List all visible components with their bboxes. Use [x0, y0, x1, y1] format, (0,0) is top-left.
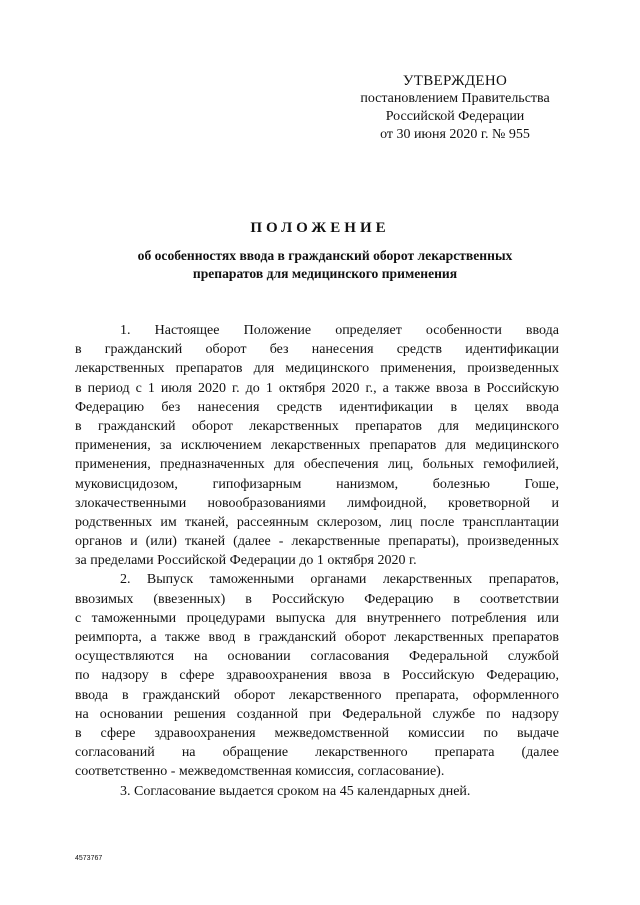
- paragraph-line: за пределами Российской Федерации до 1 октября 2020 г.: [75, 553, 417, 569]
- paragraph-line: на основании решения созданной при Федеральной службе по надзору: [75, 706, 559, 722]
- paragraph-line: по надзору в сфере здравоохранения ввоза в Российскую Федерацию,: [75, 668, 559, 684]
- approval-line-1: постановлением Правительства: [360, 91, 550, 106]
- document-title: ПОЛОЖЕНИЕ: [250, 220, 390, 236]
- paragraph-line: 1. Настоящее Положение определяет особенности ввода: [120, 323, 559, 338]
- document-subtitle: [60, 247, 590, 283]
- paragraph-line: применения, за исключением лекарственных препаратов для медицинского: [75, 438, 559, 454]
- paragraph-line: реимпорта, а также ввод в гражданский оборот лекарственных препаратов: [75, 630, 559, 645]
- paragraph-line: родственных им тканей, рассеянным склерозом, лиц после трансплантации: [75, 514, 559, 530]
- paragraph-line: муковисцидозом, гипофизарным нанизмом, болезнью Гоше,: [75, 476, 559, 492]
- paragraph-line: в гражданский оборот лекарственных препаратов для медицинского: [75, 418, 559, 434]
- paragraph-line: соответственно - межведомственная комиссия, согласование).: [75, 764, 445, 780]
- paragraph-line: злокачественными новообразованиями лимфоидной, кроветворной и: [75, 495, 559, 511]
- paragraph-2: [75, 570, 559, 781]
- approval-line-2: Российской Федерации: [385, 109, 525, 124]
- approval-line-3: от 30 июня 2020 г. № 955: [380, 127, 530, 142]
- paragraph-line: 2. Выпуск таможенными органами лекарственных препаратов,: [120, 572, 559, 588]
- paragraph-line: применения, предназначенных для обеспечения лиц, больных гемофилией,: [75, 457, 559, 473]
- paragraph-line: Федерацию без нанесения средств идентификации в целях ввода: [75, 399, 559, 415]
- approval-word: УТВЕРЖДЕНО: [402, 73, 508, 89]
- subtitle-line-1: об особенностях ввода в гражданский оборот лекарственных: [137, 248, 513, 263]
- paragraph-line: в сфере здравоохранения межведомственной комиссии по выдаче: [75, 725, 559, 741]
- subtitle-line-2: препаратов для медицинского применения: [192, 266, 458, 281]
- document-body: [75, 321, 559, 801]
- paragraph-line: ввода в гражданский оборот лекарственного препарата, оформленного: [75, 687, 559, 703]
- paragraph-line: лекарственных препаратов для медицинского применения, произведенных: [75, 361, 559, 377]
- paragraph-line: 3. Согласование выдается сроком на 45 календарных дней.: [120, 783, 471, 799]
- paragraph-line: согласований на обращение лекарственного препарата (далее: [75, 745, 559, 761]
- document-number: 4573767: [75, 855, 103, 862]
- paragraph-line: в гражданский оборот без нанесения средств идентификации: [75, 342, 559, 358]
- paragraph-1: [75, 321, 559, 570]
- paragraph-line: в период с 1 июля 2020 г. до 1 октября 2020 г., а также ввоза в Российскую: [75, 380, 559, 396]
- paragraph-line: осуществляются на основании согласования Федеральной службой: [75, 649, 559, 665]
- approval-block: [330, 72, 580, 144]
- paragraph-line: органов и (или) тканей (далее - лекарственные препараты), произведенных: [75, 534, 559, 550]
- paragraph-line: ввозимых (ввезенных) в Российскую Федерацию в соответствии: [75, 591, 559, 607]
- paragraph-3: [75, 782, 559, 801]
- paragraph-line: с таможенными процедурами выпуска для внутреннего потребления или: [75, 610, 559, 626]
